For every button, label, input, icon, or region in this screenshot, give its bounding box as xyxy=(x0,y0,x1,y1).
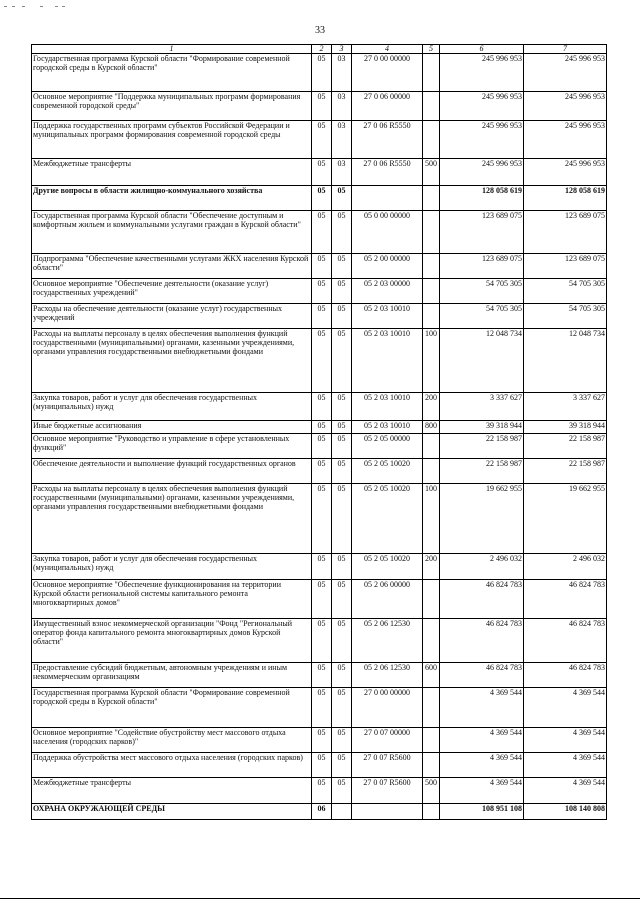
row-value-cell: 05 xyxy=(312,688,332,728)
header-cell: 7 xyxy=(524,45,607,54)
row-value-cell: 245 996 953 xyxy=(524,92,607,121)
row-value-cell: 05 2 06 12530 xyxy=(352,619,423,663)
row-value-cell: 27 0 06 R5550 xyxy=(352,121,423,159)
row-value-cell xyxy=(423,434,440,459)
row-value-cell: 54 705 305 xyxy=(440,279,524,304)
row-value-cell: 05 xyxy=(312,329,332,393)
row-value-cell: 500 xyxy=(423,159,440,186)
row-value-cell xyxy=(423,688,440,728)
row-value-cell: 05 xyxy=(312,393,332,421)
row-value-cell: 05 xyxy=(332,753,352,778)
header-cell: 4 xyxy=(352,45,423,54)
table-row xyxy=(32,211,607,254)
row-value-cell: 05 xyxy=(332,459,352,484)
row-value-cell: 245 996 953 xyxy=(524,54,607,92)
table-row xyxy=(32,54,607,92)
budget-table xyxy=(31,44,607,820)
row-value-cell: 54 705 305 xyxy=(524,279,607,304)
row-value-cell: 200 xyxy=(423,554,440,580)
row-value-cell: 123 689 075 xyxy=(524,254,607,279)
row-value-cell: 05 xyxy=(332,728,352,753)
row-value-cell: 05 2 03 10010 xyxy=(352,393,423,421)
row-value-cell: 05 xyxy=(312,211,332,254)
row-value-cell: 245 996 953 xyxy=(440,159,524,186)
row-value-cell: 05 xyxy=(332,329,352,393)
row-value-cell: 4 369 544 xyxy=(524,778,607,804)
row-name-cell: Предоставление субсидий бюджетным, автономным учреждениям и иным некоммерческим организациям xyxy=(32,663,312,688)
row-value-cell: 123 689 075 xyxy=(440,254,524,279)
table-row xyxy=(32,580,607,619)
row-value-cell: 4 369 544 xyxy=(524,688,607,728)
row-value-cell: 05 2 03 00000 xyxy=(352,279,423,304)
row-value-cell: 05 xyxy=(312,580,332,619)
row-value-cell: 46 824 783 xyxy=(524,580,607,619)
row-value-cell: 27 0 00 00000 xyxy=(352,54,423,92)
row-value-cell: 05 0 00 00000 xyxy=(352,211,423,254)
table-row xyxy=(32,121,607,159)
row-name-cell: Основное мероприятие "Обеспечение деятельности (оказание услуг) государственных учреждений" xyxy=(32,279,312,304)
table-row xyxy=(32,753,607,778)
row-name-cell: Межбюджетные трансферты xyxy=(32,778,312,804)
row-value-cell xyxy=(423,728,440,753)
row-value-cell xyxy=(423,804,440,820)
row-value-cell: 05 xyxy=(332,688,352,728)
row-value-cell: 3 337 627 xyxy=(524,393,607,421)
row-value-cell: 600 xyxy=(423,663,440,688)
row-value-cell xyxy=(423,254,440,279)
row-value-cell: 05 xyxy=(332,279,352,304)
row-value-cell: 05 xyxy=(332,484,352,554)
row-value-cell xyxy=(423,459,440,484)
row-value-cell: 05 xyxy=(312,554,332,580)
header-cell: 6 xyxy=(440,45,524,54)
row-value-cell: 27 0 07 R5600 xyxy=(352,753,423,778)
row-name-cell: Закупка товаров, работ и услуг для обеспечения государственных (муниципальных) нужд xyxy=(32,554,312,580)
row-value-cell: 4 369 544 xyxy=(524,753,607,778)
row-value-cell: 05 xyxy=(332,254,352,279)
row-value-cell: 05 xyxy=(312,121,332,159)
row-value-cell: 05 2 03 10010 xyxy=(352,304,423,329)
row-value-cell xyxy=(352,186,423,211)
row-value-cell: 108 140 808 xyxy=(524,804,607,820)
row-name-cell: Поддержка государственных программ субъектов Российской Федерации и муниципальных программ формирования современной городской среды xyxy=(32,121,312,159)
row-value-cell: 05 xyxy=(312,54,332,92)
table-row xyxy=(32,279,607,304)
row-value-cell xyxy=(423,92,440,121)
row-value-cell: 05 xyxy=(312,459,332,484)
row-name-cell: ОХРАНА ОКРУЖАЮЩЕЙ СРЕДЫ xyxy=(32,804,312,820)
table-row xyxy=(32,804,607,820)
row-value-cell: 05 xyxy=(332,421,352,434)
row-name-cell: Межбюджетные трансферты xyxy=(32,159,312,186)
row-value-cell: 05 xyxy=(312,753,332,778)
table-row xyxy=(32,728,607,753)
row-value-cell xyxy=(423,753,440,778)
row-value-cell: 27 0 06 00000 xyxy=(352,92,423,121)
table-header-row xyxy=(32,45,607,54)
row-value-cell: 05 xyxy=(332,186,352,211)
row-value-cell: 05 xyxy=(332,663,352,688)
row-value-cell: 05 2 03 10010 xyxy=(352,421,423,434)
table-row xyxy=(32,663,607,688)
header-cell: 3 xyxy=(332,45,352,54)
row-name-cell: Имущественный взнос некоммерческой организации "Фонд "Региональный оператор фонда капитального ремонта многоквартирных домов Курской области" xyxy=(32,619,312,663)
table-row xyxy=(32,329,607,393)
row-value-cell: 22 158 987 xyxy=(524,459,607,484)
row-value-cell: 05 xyxy=(332,211,352,254)
row-value-cell: 245 996 953 xyxy=(524,121,607,159)
row-value-cell: 05 xyxy=(312,778,332,804)
row-value-cell: 05 xyxy=(312,254,332,279)
row-value-cell: 12 048 734 xyxy=(524,329,607,393)
row-value-cell: 27 0 00 00000 xyxy=(352,688,423,728)
row-name-cell: Расходы на выплаты персоналу в целях обеспечения выполнения функций государственными (муниципальными) органами, казенными учреждениями, органами управления государственными внебюджетными фондами xyxy=(32,484,312,554)
row-value-cell: 245 996 953 xyxy=(440,121,524,159)
table-row xyxy=(32,421,607,434)
row-value-cell: 3 337 627 xyxy=(440,393,524,421)
table-row xyxy=(32,159,607,186)
row-value-cell: 22 158 987 xyxy=(440,434,524,459)
row-value-cell: 46 824 783 xyxy=(440,619,524,663)
row-value-cell: 4 369 544 xyxy=(440,778,524,804)
row-name-cell: Иные бюджетные ассигнования xyxy=(32,421,312,434)
row-value-cell: 05 xyxy=(332,580,352,619)
row-value-cell: 123 689 075 xyxy=(524,211,607,254)
row-value-cell: 05 xyxy=(332,778,352,804)
row-name-cell: Основное мероприятие "Поддержка муниципальных программ формирования современной городской среды" xyxy=(32,92,312,121)
row-name-cell: Расходы на обеспечение деятельности (оказание услуг) государственных учреждений xyxy=(32,304,312,329)
row-value-cell: 245 996 953 xyxy=(440,54,524,92)
row-value-cell: 245 996 953 xyxy=(440,92,524,121)
row-name-cell: Основное мероприятие "Руководство и управление в сфере установленных функций" xyxy=(32,434,312,459)
row-value-cell: 05 2 00 00000 xyxy=(352,254,423,279)
row-value-cell: 19 662 955 xyxy=(440,484,524,554)
row-name-cell: Основное мероприятие "Содействие обустройству мест массового отдыха населения (городских парков)" xyxy=(32,728,312,753)
row-value-cell: 05 2 05 10020 xyxy=(352,459,423,484)
header-cell: 5 xyxy=(423,45,440,54)
row-value-cell: 05 2 05 10020 xyxy=(352,484,423,554)
row-value-cell: 200 xyxy=(423,393,440,421)
row-value-cell: 100 xyxy=(423,329,440,393)
row-value-cell: 39 318 944 xyxy=(524,421,607,434)
row-value-cell: 05 xyxy=(332,434,352,459)
table-row xyxy=(32,92,607,121)
table-row xyxy=(32,688,607,728)
row-name-cell: Государственная программа Курской области "Обеспечение доступным и комфортным жильем и коммунальными услугами граждан в Курской области" xyxy=(32,211,312,254)
header-cell: 2 xyxy=(312,45,332,54)
row-value-cell xyxy=(423,279,440,304)
row-value-cell: 4 369 544 xyxy=(440,753,524,778)
row-value-cell: 2 496 032 xyxy=(524,554,607,580)
row-name-cell: Поддержка обустройства мест массового отдыха населения (городских парков) xyxy=(32,753,312,778)
row-value-cell: 128 058 619 xyxy=(440,186,524,211)
row-value-cell: 05 xyxy=(312,434,332,459)
row-value-cell: 800 xyxy=(423,421,440,434)
row-value-cell: 500 xyxy=(423,778,440,804)
row-value-cell: 46 824 783 xyxy=(440,663,524,688)
table-row xyxy=(32,304,607,329)
row-value-cell: 05 2 06 00000 xyxy=(352,580,423,619)
row-name-cell: Государственная программа Курской области "Формирование современной городской среды в Курской области" xyxy=(32,688,312,728)
row-value-cell xyxy=(332,804,352,820)
row-name-cell: Расходы на выплаты персоналу в целях обеспечения выполнения функций государственными (муниципальными) органами, казенными учреждениями, органами управления государственными внебюджетными фондами xyxy=(32,329,312,393)
header-cell: 1 xyxy=(32,45,312,54)
row-name-cell: Закупка товаров, работ и услуг для обеспечения государственных (муниципальных) нужд xyxy=(32,393,312,421)
row-value-cell: 03 xyxy=(332,121,352,159)
row-value-cell: 05 xyxy=(312,304,332,329)
row-value-cell: 245 996 953 xyxy=(524,159,607,186)
row-value-cell xyxy=(423,186,440,211)
row-name-cell: Основное мероприятие "Обеспечение функционирования на территории Курской области региональной системы капитального ремонта многоквартирных домов" xyxy=(32,580,312,619)
table-row xyxy=(32,619,607,663)
table-row xyxy=(32,778,607,804)
row-value-cell: 4 369 544 xyxy=(440,688,524,728)
row-value-cell: 46 824 783 xyxy=(524,619,607,663)
row-value-cell: 03 xyxy=(332,159,352,186)
row-value-cell: 05 xyxy=(312,728,332,753)
row-value-cell: 05 xyxy=(332,393,352,421)
row-value-cell: 39 318 944 xyxy=(440,421,524,434)
row-value-cell: 27 0 06 R5550 xyxy=(352,159,423,186)
table-row xyxy=(32,434,607,459)
row-value-cell: 54 705 305 xyxy=(440,304,524,329)
table-row xyxy=(32,484,607,554)
row-value-cell: 05 xyxy=(332,304,352,329)
table-row xyxy=(32,254,607,279)
row-value-cell: 05 xyxy=(312,421,332,434)
row-value-cell: 05 xyxy=(312,279,332,304)
row-name-cell: Другие вопросы в области жилищно-коммунального хозяйства xyxy=(32,186,312,211)
row-name-cell: Подпрограмма "Обеспечение качественными услугами ЖКХ населения Курской области" xyxy=(32,254,312,279)
table-row xyxy=(32,554,607,580)
row-value-cell: 05 xyxy=(312,92,332,121)
row-value-cell: 05 xyxy=(312,159,332,186)
table-row xyxy=(32,459,607,484)
row-value-cell xyxy=(423,304,440,329)
row-value-cell: 22 158 987 xyxy=(440,459,524,484)
row-value-cell: 05 xyxy=(312,186,332,211)
row-value-cell: 05 xyxy=(312,663,332,688)
table-row xyxy=(32,186,607,211)
row-value-cell: 19 662 955 xyxy=(524,484,607,554)
row-value-cell: 05 xyxy=(312,484,332,554)
row-value-cell: 12 048 734 xyxy=(440,329,524,393)
row-value-cell: 128 058 619 xyxy=(524,186,607,211)
row-value-cell: 03 xyxy=(332,92,352,121)
row-value-cell xyxy=(423,121,440,159)
row-value-cell: 05 xyxy=(332,554,352,580)
row-value-cell: 4 369 544 xyxy=(524,728,607,753)
row-value-cell: 4 369 544 xyxy=(440,728,524,753)
row-value-cell: 108 951 108 xyxy=(440,804,524,820)
row-value-cell xyxy=(423,54,440,92)
table-row xyxy=(32,393,607,421)
page-bottom-edge xyxy=(0,898,640,899)
row-value-cell: 46 824 783 xyxy=(440,580,524,619)
row-value-cell xyxy=(352,804,423,820)
row-name-cell: Обеспечение деятельности и выполнение функций государственных органов xyxy=(32,459,312,484)
row-value-cell: 46 824 783 xyxy=(524,663,607,688)
row-value-cell: 05 xyxy=(312,619,332,663)
row-name-cell: Государственная программа Курской области "Формирование современной городской среды в Курской области" xyxy=(32,54,312,92)
row-value-cell: 05 2 03 10010 xyxy=(352,329,423,393)
row-value-cell xyxy=(423,211,440,254)
page-number: 33 xyxy=(315,25,325,36)
row-value-cell: 22 158 987 xyxy=(524,434,607,459)
row-value-cell: 05 2 05 00000 xyxy=(352,434,423,459)
row-value-cell: 2 496 032 xyxy=(440,554,524,580)
row-value-cell: 123 689 075 xyxy=(440,211,524,254)
row-value-cell: 100 xyxy=(423,484,440,554)
row-value-cell xyxy=(423,619,440,663)
row-value-cell: 03 xyxy=(332,54,352,92)
row-value-cell: 27 0 07 R5600 xyxy=(352,778,423,804)
row-value-cell: 27 0 07 00000 xyxy=(352,728,423,753)
scan-top-marks xyxy=(0,6,640,10)
row-value-cell: 05 xyxy=(332,619,352,663)
row-value-cell: 05 2 05 10020 xyxy=(352,554,423,580)
row-value-cell: 05 2 06 12530 xyxy=(352,663,423,688)
row-value-cell: 54 705 305 xyxy=(524,304,607,329)
row-value-cell xyxy=(423,580,440,619)
row-value-cell: 06 xyxy=(312,804,332,820)
